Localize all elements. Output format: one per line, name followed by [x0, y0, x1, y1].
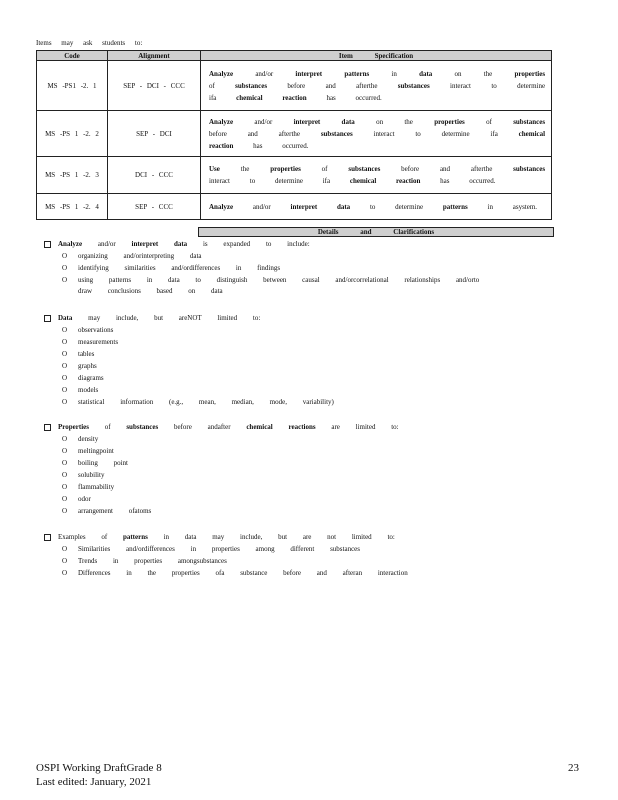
list-item: O solubility: [62, 471, 105, 479]
list-item: O Trends in properties amongsubstances: [62, 557, 227, 565]
table-row: [37, 157, 552, 194]
circle-bullet-icon: O: [62, 386, 68, 394]
cell-spec: Use the properties of substances before and afterthe substances interact to determine ifa chemical reaction has occurred.: [201, 157, 552, 194]
list-item: O observations: [62, 326, 114, 334]
list-item-continuation: draw conclusions based on data: [78, 287, 223, 295]
circle-bullet-icon: O: [62, 264, 68, 272]
cell-alignment: DCI - CCC: [108, 157, 201, 194]
table-row: [37, 194, 552, 220]
cell-alignment: SEP - CCC: [108, 194, 201, 220]
section-analyze-title: Analyze and/or interpret data is expanded to include:: [44, 240, 310, 248]
checkbox-bullet-icon: [44, 424, 51, 431]
list-item: O odor: [62, 495, 91, 503]
circle-bullet-icon: O: [62, 507, 68, 515]
cell-alignment: SEP - DCI: [108, 111, 201, 157]
list-item: O statistical information (e.g., mean, median, mode, variability): [62, 398, 334, 406]
list-item: O Similarities and/ordifferences in properties among different substances: [62, 545, 361, 553]
circle-bullet-icon: O: [62, 350, 68, 358]
page-number: 23: [568, 762, 579, 774]
header-spec: Item Specification: [201, 51, 552, 61]
list-item: O Differences in the properties ofa substance before and afteran interaction: [62, 569, 408, 577]
circle-bullet-icon: O: [62, 326, 68, 334]
circle-bullet-icon: O: [62, 398, 68, 406]
list-item: O organizing and/orinterpreting data: [62, 252, 202, 260]
circle-bullet-icon: O: [62, 338, 68, 346]
circle-bullet-icon: O: [62, 557, 68, 565]
details-header: Details and Clarifications: [198, 227, 554, 237]
header-alignment: Alignment: [108, 51, 201, 61]
list-item: O flammability: [62, 483, 115, 491]
list-item: O arrangement ofatoms: [62, 507, 152, 515]
checkbox-bullet-icon: [44, 241, 51, 248]
checkbox-bullet-icon: [44, 534, 51, 541]
cell-code: MS -PS 1 -2. 3: [37, 157, 108, 194]
circle-bullet-icon: O: [62, 362, 68, 370]
list-item: O identifying similarities and/ordifferences in findings: [62, 264, 281, 272]
circle-bullet-icon: O: [62, 374, 68, 382]
section-data-title: Data may include, but areNOT limited to:: [44, 314, 260, 322]
cell-code: MS -PS 1 -2. 4: [37, 194, 108, 220]
table-header-row: [37, 51, 552, 61]
list-item: O boiling point: [62, 459, 128, 467]
footer-last-edited: Last edited: January, 2021: [36, 776, 152, 788]
list-item: O density: [62, 435, 99, 443]
circle-bullet-icon: O: [62, 495, 68, 503]
checkbox-bullet-icon: [44, 315, 51, 322]
cell-spec: Analyze and/or interpret data on the properties of substances before and afterthe substances interact to determine ifa chemical reaction has occurred.: [201, 111, 552, 157]
list-item: O measurements: [62, 338, 119, 346]
circle-bullet-icon: O: [62, 483, 68, 491]
circle-bullet-icon: O: [62, 252, 68, 260]
list-item: O models: [62, 386, 99, 394]
footer-draft-label: OSPI Working DraftGrade 8: [36, 762, 162, 774]
cell-spec: Analyze and/or interpret patterns in data on the properties of substances before and afterthe substances interact to determine ifa chemical reaction has occurred.: [201, 61, 552, 111]
circle-bullet-icon: O: [62, 545, 68, 553]
cell-code: MS -PS 1 -2. 2: [37, 111, 108, 157]
header-code: Code: [37, 51, 108, 61]
section-properties-title: Properties of substances before andafter chemical reactions are limited to:: [44, 423, 399, 431]
circle-bullet-icon: O: [62, 471, 68, 479]
cell-spec: Analyze and/or interpret data to determine patterns in asystem.: [201, 194, 552, 220]
cell-alignment: SEP - DCI - CCC: [108, 61, 201, 111]
circle-bullet-icon: O: [62, 459, 68, 467]
circle-bullet-icon: O: [62, 447, 68, 455]
intro-text: Items may ask students to:: [36, 39, 143, 47]
list-item: O graphs: [62, 362, 97, 370]
list-item: O meltingpoint: [62, 447, 114, 455]
section-patterns-title: Examples of patterns in data may include, but are not limited to:: [44, 533, 395, 541]
cell-code: MS -PS1 -2. 1: [37, 61, 108, 111]
circle-bullet-icon: O: [62, 569, 68, 577]
item-specification-table: [36, 50, 552, 220]
table-row: [37, 111, 552, 157]
circle-bullet-icon: O: [62, 276, 68, 284]
list-item: O diagrams: [62, 374, 104, 382]
list-item: O using patterns in data to distinguish between causal and/orcorrelational relationships and/orto: [62, 276, 480, 284]
table-row: [37, 61, 552, 111]
list-item: O tables: [62, 350, 95, 358]
circle-bullet-icon: O: [62, 435, 68, 443]
